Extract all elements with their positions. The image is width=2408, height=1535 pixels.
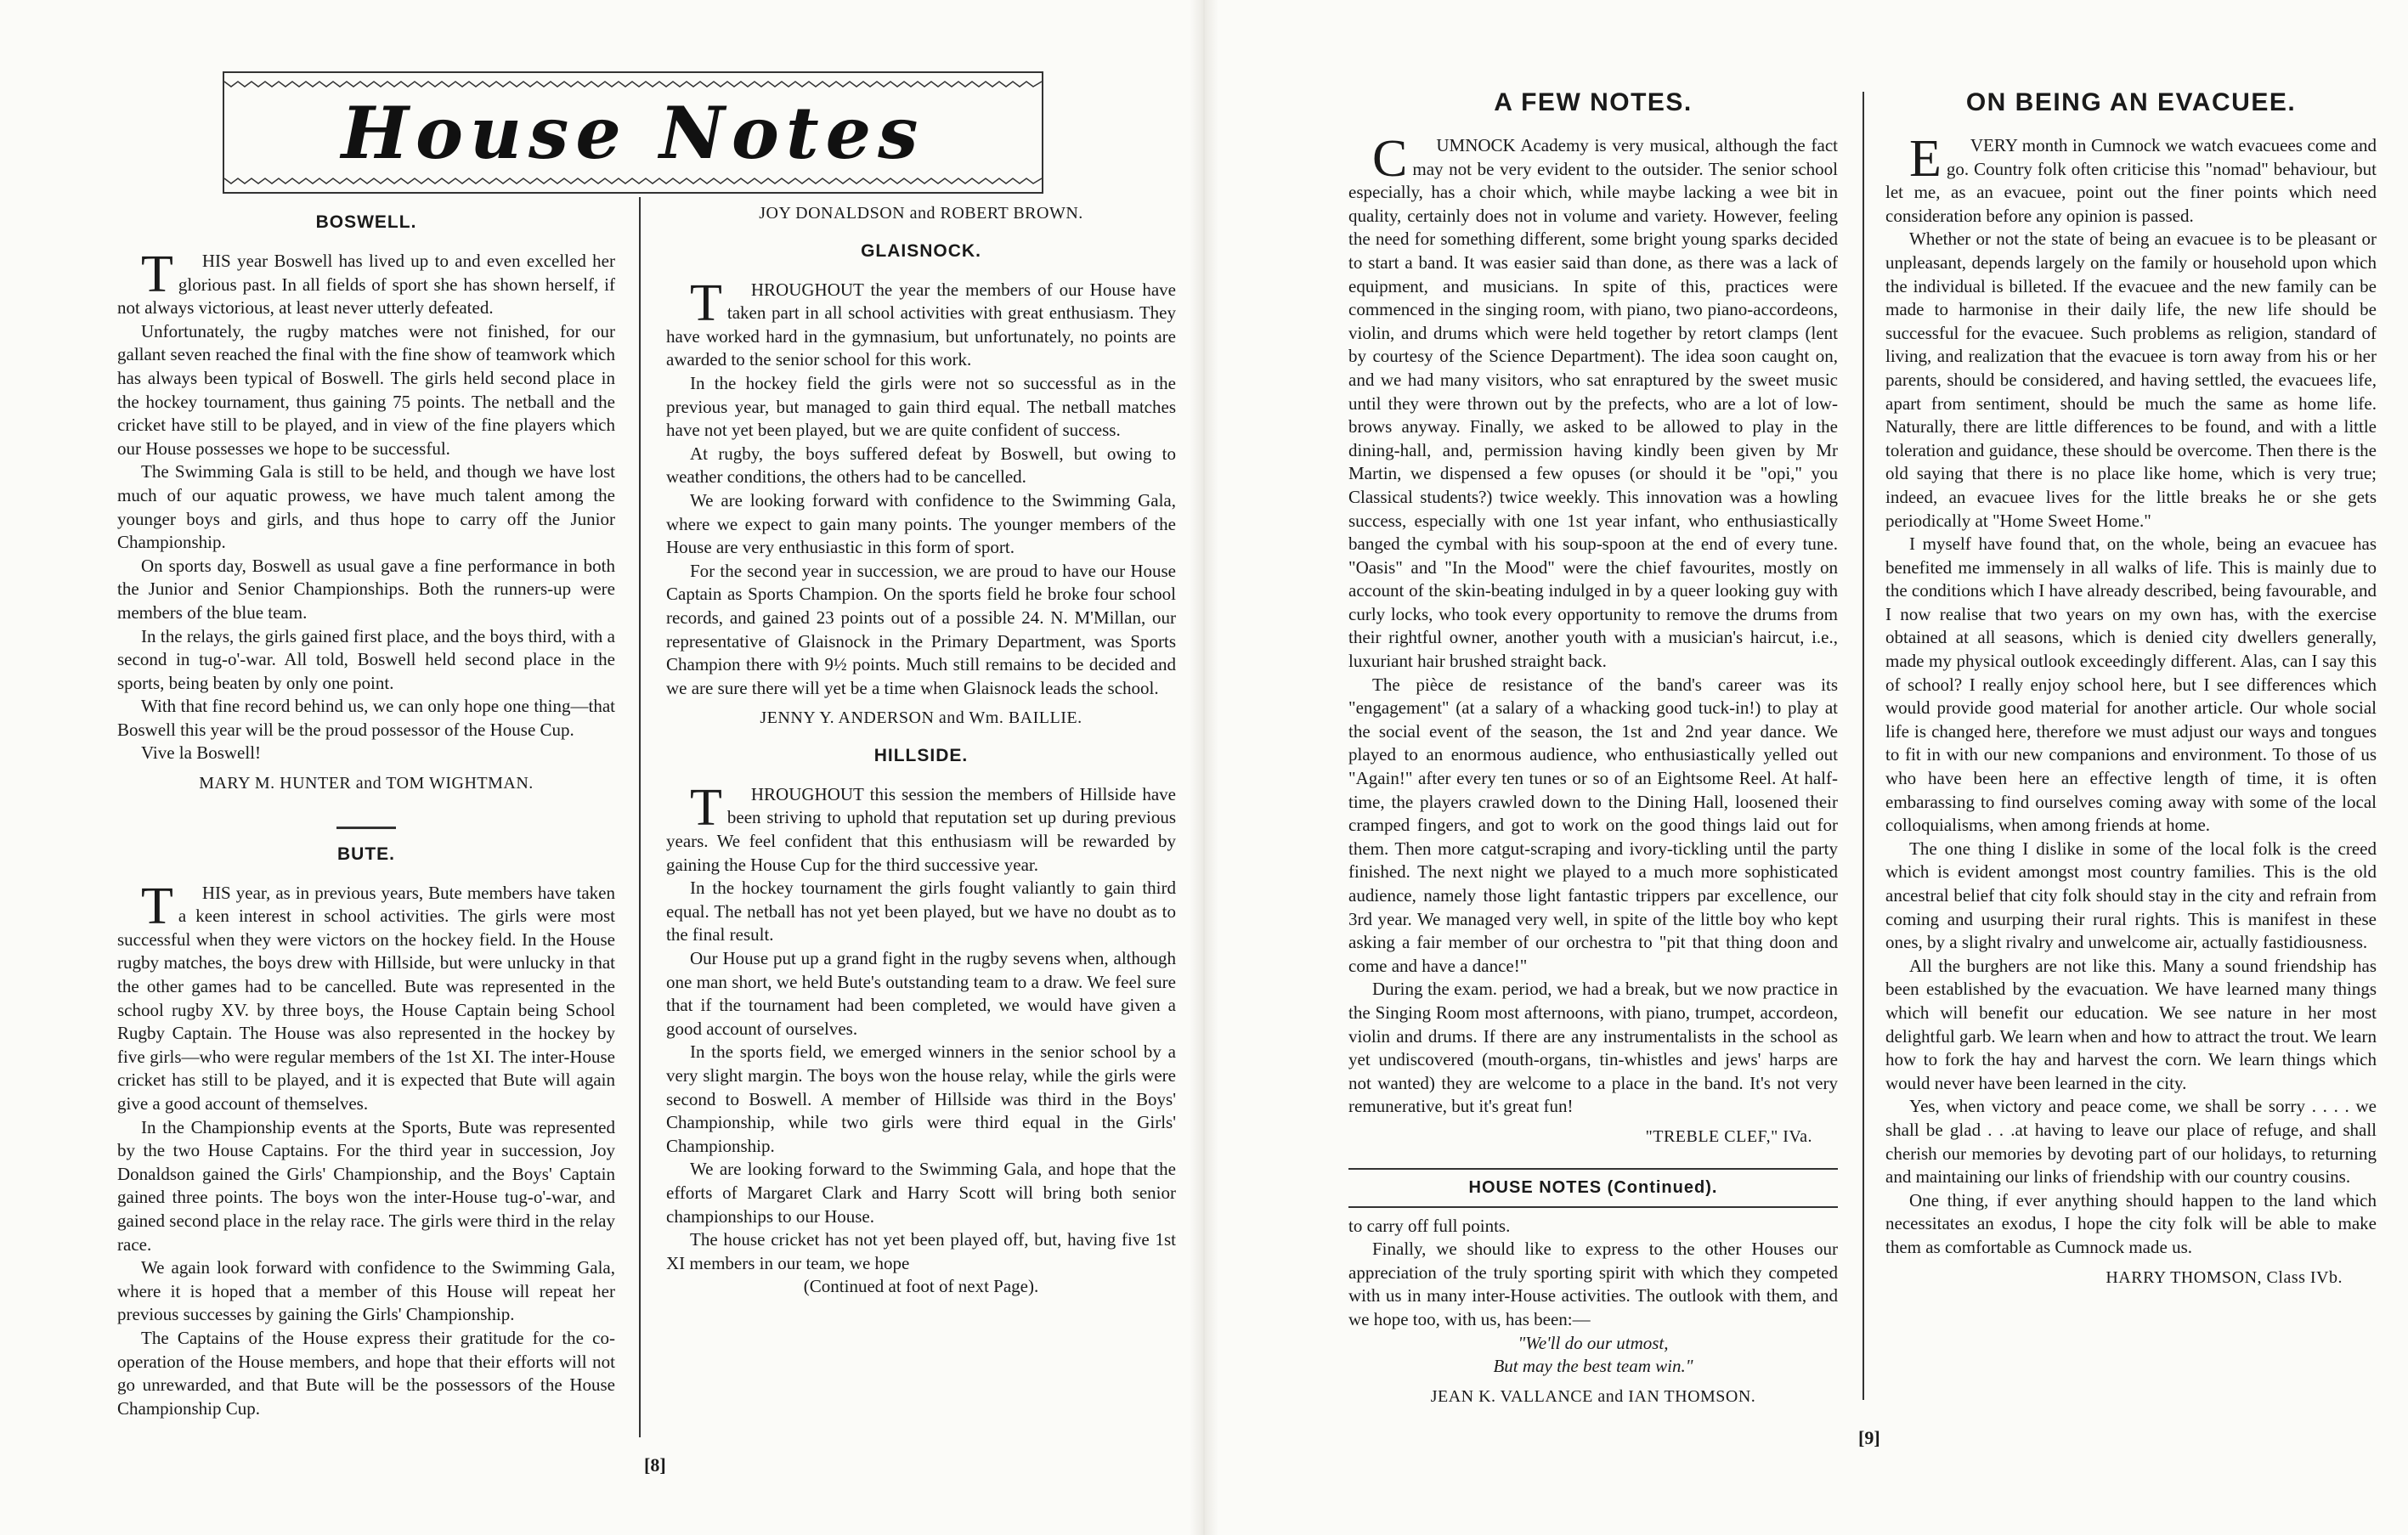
right-column-1: [1348, 85, 1838, 1410]
boswell-paragraph: Vive la Boswell!: [141, 742, 262, 764]
glaisnock-paragraph: We are looking forward with confidence to the Swimming Gala, where we expect to gain many points. The younger members of the House are very enthusiastic in this form of sport.: [666, 489, 1176, 558]
boswell-paragraph: On sports day, Boswell as usual gave a fine performance in both the Junior and Senior Championships. Both the runners-up were members of the blue team.: [117, 555, 615, 623]
section-rule: [1348, 1206, 1838, 1208]
hillside-paragraph: Our House put up a grand fight in the rugby sevens when, although one man short, we held Bute's outstanding team to a draw. We feel sure that if the tournament had been completed, we would have given a good account of ourselves.: [666, 948, 1176, 1039]
evacuee-paragraph: Yes, when victory and peace come, we shall be sorry . . . . we shall be glad . . .at having to leave our place of refuge, and shall cherish our memories by devoting part of our holidays, to returning and maintaining our links of friendship with our country cousins.: [1885, 1096, 2377, 1188]
house-notes-banner: [223, 71, 1043, 194]
hillside-paragraph: THROUGHOUT this session the members of Hillside have been striving to uphold that reputation set up during previous years. We feel confident that this enthusiasm will be rewarded by gaining the House Cup for the third successive year.: [666, 778, 1176, 875]
hillside-paragraph: The house cricket has not yet been played off, but, having five 1st XI members in our team, we hope: [666, 1229, 1176, 1273]
boswell-paragraph: With that fine record behind us, we can only hope one thing—that Boswell this year will be the proud possessor of the House Cup.: [117, 696, 615, 740]
glaisnock-heading: GLAISNOCK.: [861, 240, 981, 261]
column-divider: [639, 197, 641, 1437]
glaisnock-paragraph: In the hockey field the girls were not so successful as in the previous year, but managed to gain third equal. The netball matches have not yet been played, but we are quite confident of success.: [666, 372, 1176, 441]
evacuee-paragraph: EVERY month in Cumnock we watch evacuees come and go. Country folk often criticise this "nomad" behaviour, but let me, as an evacuee, point out the finer points which need consideration before any opinion is passed.: [1885, 130, 2377, 226]
hillside-paragraph: In the sports field, we emerged winners in the senior school by a very slight margin. The boys won the house relay, while the girls were second to Boswell. A member of Hillside was third in the Boys' Championship, while two girls were third equal in the Girls' Championship.: [666, 1041, 1176, 1156]
boswell-signature: MARY M. HUNTER and TOM WIGHTMAN.: [199, 774, 534, 793]
glaisnock-paragraph: THROUGHOUT the year the members of our House have taken part in all school activities with great enthusiasm. They have worked hard in the gymnasium, but unfortunately, no points are awarded to the senior school for this work.: [666, 274, 1176, 370]
boswell-paragraph: THIS year Boswell has lived up to and even excelled her glorious past. In all fields of sport she has shown herself, if not always victorious, at least never utterly defeated.: [117, 245, 615, 319]
hillside-paragraph: In the hockey tournament the girls fought valiantly to gain third equal. The netball has not yet been played, but we have no doubt as to the final result.: [666, 878, 1176, 945]
zigzag-border-bottom: [224, 175, 1042, 187]
evacuee-paragraph: I myself have found that, on the whole, being an evacuee has benefited me immensely in all walks of life. This is mainly due to the conditions which I have already described, being favourable, and I now realise that two years on my own has, with the exercise obtained at all seasons, which is denied city dwellers generally, made my physical outlook exceedingly different. Alas, can I say this of school? I really enjoy school here, but I see differences which would provide good material for another article. Our whole social life is changed here, therefore we must adjust our ways and tongues to fit in with our new companions and environment. To those of us who have been here an effective length of time, it is often embarassing to find ourselves coming away with some of the local colloquialisms, when among friends at home.: [1885, 533, 2377, 836]
right-column-2: [1885, 85, 2377, 1410]
bute-paragraph: We again look forward with confidence to the Swimming Gala, where it is hoped that a member of this House will repeat her previous successes by gaining the Girls' Championship.: [117, 1257, 615, 1325]
few-notes-paragraph: During the exam. period, we had a break, but we now practice in the Singing Room most afternoons, with piano, trumpet, accordeon, violin and drums. If there are any instrumentalists in the school as yet undiscovered (mouth-organs, tin-whistles and jews' harps are not wanted) they are welcome to a place in the band. It's not very remunerative, but it's great fun!: [1348, 979, 1838, 1117]
evacuee-heading: ON BEING AN EVACUEE.: [1965, 88, 2297, 116]
section-rule: [1348, 1168, 1838, 1170]
few-notes-signature: "TREBLE CLEF," IVa.: [1645, 1126, 1812, 1146]
continued-paragraph: Finally, we should like to express to the other Houses our appreciation of the truly sporting spirit with which they competed with us in many inter-House activities. The outlook with them, and we hope too, with us, has been:—: [1348, 1239, 1838, 1329]
left-column-2: [666, 197, 1176, 1420]
boswell-paragraph: The Swimming Gala is still to be held, and though we have lost much of our aquatic prowess, we have much talent among the younger boys and girls, and thus hope to carry off the Junior Championship.: [117, 461, 615, 553]
column-divider: [1863, 92, 1864, 1400]
evacuee-paragraph: Whether or not the state of being an evacuee is to be pleasant or unpleasant, depends largely on the family or household upon which the individual is billeted. If the evacuee and the new family can be made to harmonise in their daily life, the new life should be successful for the evacuee. Such problems as religion, standard of living, and realization that the evacuee is torn away from his or her parents, should be considered, and having settled, the evacuees life, apart from sentiment, should be much the same as home life. Naturally, there are little differences to be found, and with a little toleration and guidance, these should be overcome. Then there is the old saying that there is no place like home, which is very true; indeed, an evacuee lives for the little breaks he or she gets periodically at "Home Sweet Home.": [1885, 229, 2377, 531]
bute-paragraph: THIS year, as in previous years, Bute members have taken a keen interest in school activities. The girls were most successful when they were victors on the hockey field. In the House rugby matches, the boys drew with Hillside, but were unlucky in that the other games had to be cancelled. Bute was represented in the school rugby XV. by three boys, the House Captain being School Rugby Captain. The House was also represented in the hockey by five girls—who were regular members of the 1st XI. The inter-House cricket has still to be played, and it is expected that Bute will again give a good account of themselves.: [117, 877, 615, 1114]
page-number: [8]: [644, 1454, 666, 1476]
page-number: [9]: [1858, 1427, 1880, 1448]
banner-title: House Notes: [341, 90, 925, 175]
quote-line: "We'll do our utmost,: [1518, 1332, 1669, 1353]
few-notes-heading: A FEW NOTES.: [1494, 88, 1693, 116]
glaisnock-paragraph: At rugby, the boys suffered defeat by Boswell, but owing to weather conditions, the others had to be cancelled.: [666, 443, 1176, 488]
section-divider: [336, 827, 396, 829]
quote-line: But may the best team win.": [1493, 1356, 1693, 1377]
boswell-paragraph: In the relays, the girls gained first place, and the boys third, with a second in tug-o'-war. All told, Boswell held second place in the sports, being beaten by only one point.: [117, 625, 615, 693]
evacuee-paragraph: One thing, if ever anything should happen to the land which necessitates an exodus, I hope the city folk will be able to make them as comfortable as Cumnock made us.: [1885, 1189, 2377, 1257]
hillside-heading: HILLSIDE.: [873, 745, 969, 765]
evacuee-paragraph: All the burghers are not like this. Many a sound friendship has been established by the evacuation. We have learned many things which will benefit our education. We see nature in her most delightful garb. We learn when and how to attract the trout. We learn how to fork the hay and harvest the corn. We learn things which would never have been learned in the city.: [1885, 955, 2377, 1093]
zigzag-border-top: [224, 78, 1042, 90]
evacuee-paragraph: The one thing I dislike in some of the local folk is the creed which is evident amongst most country families. This is the old ancestral belief that city folk should stay in the city and refrain from coming and usurping their rural rights. This is manifest in these ones, by a slight rivalry and unwelcome air, actually fastidiousness.: [1885, 838, 2377, 953]
house-notes-continued-heading: HOUSE NOTES (Continued).: [1468, 1177, 1718, 1197]
evacuee-signature: HARRY THOMSON, Class IVb.: [2106, 1267, 2343, 1287]
bute-heading: BUTE.: [337, 844, 395, 864]
boswell-heading: BOSWELL.: [315, 212, 417, 232]
bute-signature: JOY DONALDSON and ROBERT BROWN.: [759, 204, 1083, 223]
hillside-paragraph: We are looking forward to the Swimming Gala, and hope that the efforts of Margaret Clark and Harry Scott will bring both senior championships to our House.: [666, 1159, 1176, 1227]
few-notes-paragraph: CUMNOCK Academy is very musical, although the fact may not be very evident to the outsider. The senior school especially, has a choir which, while maybe lacking a wee bit in quality, certainly does not in volume and variety. However, feeling the need for something different, some bright young sparks decided to start a band. It was easier said than done, as there was a lack of equipment, and musicians. In spite of this, practices were commenced in the singing room, with piano, two piano-accordeons, violin, and drums which were held together by retort clamps (lent by courtesy of the Science Department). The idea soon caught on, and we had many visitors, who sat enraptured by the sweet music until they were thrown out by the prefects, who are a lot of low-brows anyway. Finally, we asked to be allowed to play in the dining-hall, and, permission having kindly been given by Mr Martin, we dispensed a few opuses (or should it be "opi," you Classical students?) twice weekly. This innovation was a howling success, especially with one 1st year infant, who enthusiastically banged the cymbal with his soup-spoon at the end of every tune. "Oasis" and "In the Mood" were the chief favourites, mostly on account of the skin-beating indulged in by a queer looking guy with curly locks, who took every opportunity to remove the drums from their rightful owner, another youth with a musician's haircut, i.e., luxuriant hair brushed straight back.: [1348, 130, 1838, 672]
glaisnock-signature: JENNY Y. ANDERSON and Wm. BAILLIE.: [760, 708, 1082, 728]
right-page: [1204, 0, 2408, 1535]
boswell-paragraph: Unfortunately, the rugby matches were not finished, for our gallant seven reached the final with the fine show of teamwork which has always been typical of Boswell. The girls held second place in the hockey tournament, thus gaining 75 points. The netball and the cricket have still to be played, and in view of the fine players which our House possesses we hope to be successful.: [117, 320, 615, 459]
continued-paragraph: to carry off full points.: [1348, 1215, 1511, 1236]
glaisnock-paragraph: For the second year in succession, we are proud to have our House Captain as Sports Champion. On the sports field he broke four school records, and gained 23 points out of a possible 24. N. M'Millan, our representative of Glaisnock in the Primary Department, was Sports Champion there with 9½ points. Much still remains to be decided and we are sure there will yet be a time when Glaisnock leads the school.: [666, 560, 1176, 698]
continued-signature: JEAN K. VALLANCE and IAN THOMSON.: [1430, 1386, 1756, 1406]
bute-paragraph: In the Championship events at the Sports, Bute was represented by the two House Captains. For the third year in succession, Joy Donaldson gained the Girls' Championship, and the Boys' Captain gained three points. The boys won the inter-House tug-o'-war, and gained second place in the relay race. The girls were third in the relay race.: [117, 1116, 615, 1255]
continued-note: (Continued at foot of next Page).: [803, 1276, 1039, 1297]
bute-paragraph: The Captains of the House express their gratitude for the co-operation of the House members, and hope that their efforts will not go unrewarded, and that Bute will be the possessors of the House Championship Cup.: [117, 1327, 615, 1419]
left-column-1: [117, 197, 615, 1429]
few-notes-paragraph: The pièce de resistance of the band's career was its "engagement" (at a salary of a whacking good tuck-in!) to play at the social event of the season, the 1st and 2nd year dance. We played to an enormous audience, who enthusiastically yelled out "Again!" after every ten tunes or so of an Eightsome Reel. At half-time, the players crawled down to the Dining Hall, loosened their cramped fingers, and got to work on the good things laid out for them. Then more catgut-scraping and ivory-tickling until the party finished. The next night we played to a much more sophisticated audience, namely those light fantastic trippers par excellence, our 3rd year. We managed very well, in spite of the little boy who kept asking a fair member of our orchestra to "pit that thing doon and come and have a dance!": [1348, 674, 1838, 976]
